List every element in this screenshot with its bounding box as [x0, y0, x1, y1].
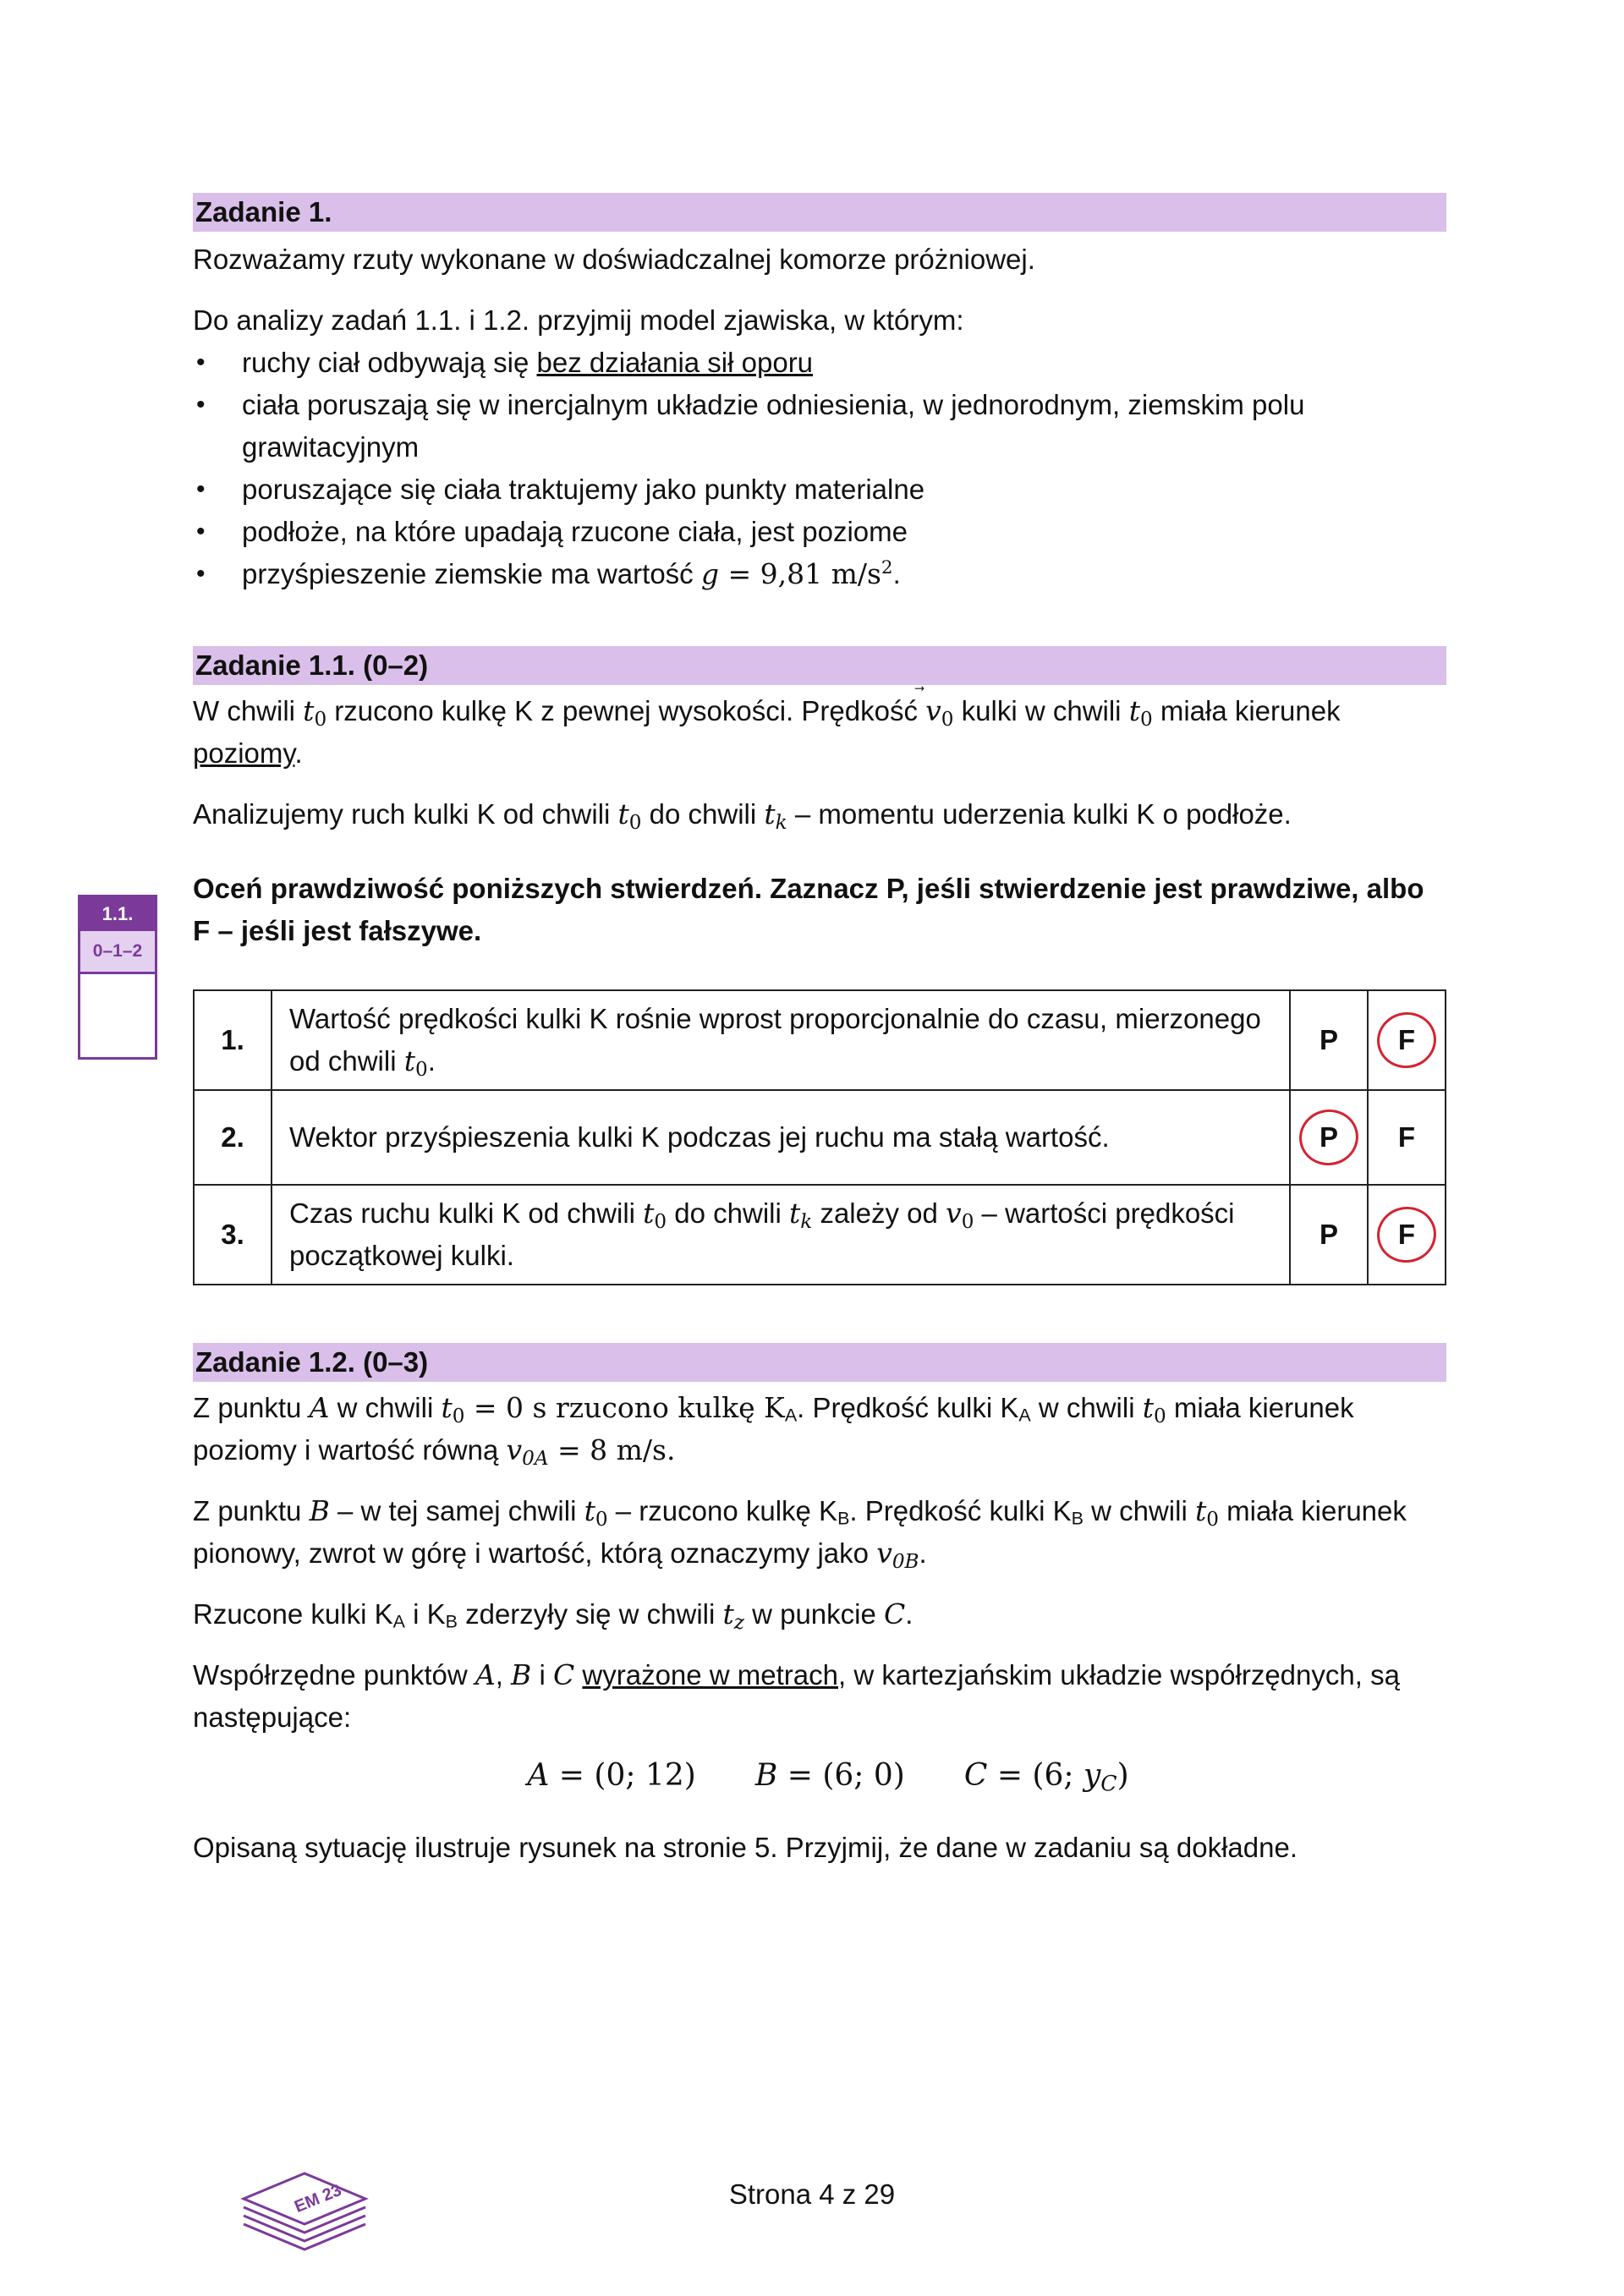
row-number: 3. [194, 1185, 272, 1285]
option-f-selected[interactable]: F [1368, 990, 1446, 1090]
statement-1: Wartość prędkości kulki K rośnie wprost proporcjonalnie do czasu, mierzonego od chwili $t_0$. [272, 990, 1290, 1090]
selection-circle [1373, 1202, 1440, 1267]
task-1-1-analysis: Analizujemy ruch kulki K od chwili $t_0$ do chwili $t_k$ – momentu uderzenia kulki K o podłoże. [193, 797, 1292, 834]
list-item: • przyśpieszenie ziemskie ma wartość g = 9,81 $m/s^2$. [193, 553, 1446, 595]
list-item: • podłoże, na które upadają rzucone ciała, jest poziome [193, 511, 1446, 553]
option-f[interactable]: F [1368, 1090, 1446, 1185]
page-content [193, 193, 1446, 1869]
coordinates: A = (0; 12) B = (6; 0) C = (6; $y_C$) [527, 1758, 1129, 1796]
option-f-selected[interactable]: F [1368, 1185, 1446, 1285]
task-1-2-paragraph-5: Opisaną sytuację ilustruje rysunek na stronie 5. Przyjmij, że dane w zadaniu są dokładne. [193, 1832, 1298, 1863]
list-item: • ruchy ciał odbywają się bez działania sił oporu [193, 342, 1446, 384]
list-item: • poruszające się ciała traktujemy jako punkty materialne [193, 469, 1446, 511]
task-1-1-description: W chwili $t_0$ rzucono kulkę K z pewnej wysokości. Prędkość v $_0$ kulki w chwili $t_0$ miała kierunek poziomy. [193, 694, 1341, 769]
option-p[interactable]: P [1290, 1185, 1368, 1285]
model-intro: Do analizy zadań 1.1. i 1.2. przyjmij model zjawiska, w którym: [193, 304, 964, 336]
selection-circle [1295, 1104, 1363, 1170]
table-row [194, 990, 1446, 1090]
score-task-label: 1.1. [80, 897, 155, 931]
selection-circle [1373, 1007, 1440, 1072]
option-p-selected[interactable]: P [1290, 1090, 1368, 1185]
task-1-header: Zadanie 1. [193, 193, 1446, 232]
task-1-1-instruction: Oceń prawdziwość poniższych stwierdzeń. Zaznacz P, jeśli stwierdzenie jest prawdziwe, albo F – jeśli jest fałszywe. [193, 873, 1424, 946]
row-number: 1. [194, 990, 272, 1090]
score-range: 0–1–2 [80, 931, 155, 974]
score-box [78, 895, 157, 1060]
table-row [194, 1090, 1446, 1185]
list-item: • ciała poruszają się w inercjalnym układzie odniesienia, w jednorodnym, ziemskim polu grawitacyjnym [193, 384, 1446, 469]
page-number: Strona 4 z 29 [728, 2178, 896, 2210]
score-field[interactable] [80, 974, 155, 1057]
row-number: 2. [194, 1090, 272, 1185]
statement-3: Czas ruchu kulki K od chwili $t_0$ do chwili $t_k$ zależy od $v_0$ – wartości prędkości początkowej kulki. [272, 1185, 1290, 1285]
task-1-intro: Rozważamy rzuty wykonane w doświadczalnej komorze próżniowej. [193, 244, 1035, 275]
statement-2: Wektor przyśpieszenia kulki K podczas jej ruchu ma stałą wartość. [272, 1090, 1290, 1185]
task-1-2-paragraph-4: Współrzędne punktów A, B i C wyrażone w metrach, w kartezjańskim układzie współrzędnych, są następujące: [193, 1658, 1400, 1733]
task-1-2-paragraph-3: Rzucone kulki $K_A$ i $K_B$ zderzyły się w chwili $t_z$ w punkcie C. [193, 1597, 914, 1634]
task-1-2-header: Zadanie 1.2. (0–3) [193, 1343, 1446, 1382]
svg-text:EM 23: EM 23 [292, 2180, 344, 2217]
assumptions-list [193, 342, 1446, 595]
task-1-2-paragraph-2: Z punktu B – w tej samej chwili $t_0$ – rzucono kulkę $K_B$. Prędkość kulki $K_B$ w chwili $t_0$ miała kierunek pionowy, zwrot w górę i wartość, którą oznaczymy jako $v_{0B}$. [193, 1494, 1407, 1573]
task-1-1-header: Zadanie 1.1. (0–2) [193, 646, 1446, 685]
option-p[interactable]: P [1290, 990, 1368, 1090]
task-1-2-paragraph-1: Z punktu A w chwili $t_0 = 0$ s rzucono kulkę $K_A$. Prędkość kulki $K_A$ w chwili $t_0$ miała kierunek poziomy i wartość równą $v_{0A} = 8$ m/s. [193, 1391, 1354, 1470]
table-row [194, 1185, 1446, 1285]
true-false-table [193, 989, 1446, 1285]
